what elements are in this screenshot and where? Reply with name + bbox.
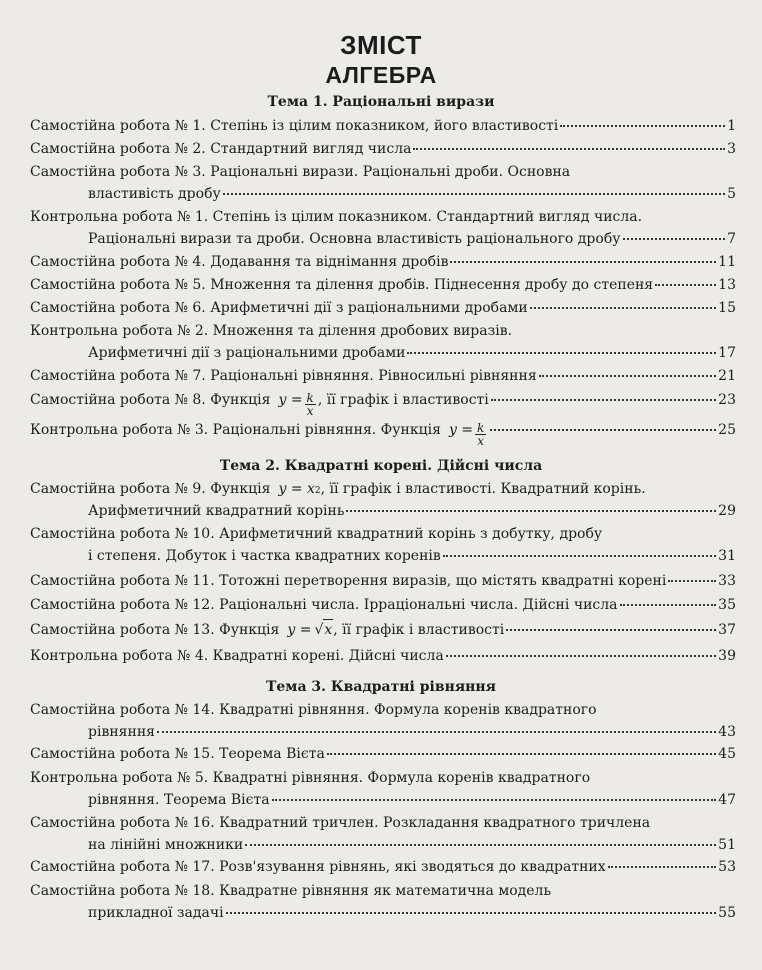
toc-entry[interactable]: Контрольна робота № 5. Квадратні рівняння. Формула коренів квадратного рівняння. Теорема Вієта 47 [30,770,736,808]
page-number: 53 [718,859,736,875]
toc-entry[interactable]: Самостійна робота № 14. Квадратні рівняння. Формула коренів квадратного рівняння 43 [30,702,736,740]
page-number: 35 [718,597,736,613]
toc-entry[interactable]: Контрольна робота № 1. Степінь із цілим показником. Стандартний вигляд числа. Раціональні вирази та дроби. Основна властивість раціонального дробу 7 [30,209,736,247]
formula: y = x [278,481,315,497]
toc-entry[interactable]: Самостійна робота № 2. Стандартний вигляд числа 3 [30,141,736,157]
page-number: 43 [718,724,736,740]
page-number: 31 [718,548,736,564]
page-number: 25 [718,422,736,438]
sqrt-symbol: √ [314,622,324,638]
page-number: 17 [718,345,736,361]
topic-heading-3: Тема 3. Квадратні рівняння [265,679,497,695]
fraction: $\frac{k}{x}$ [477,421,485,448]
toc-entry[interactable]: Самостійна робота № 4. Додавання та віднімання дробів 11 [30,254,736,270]
page-number: 55 [718,905,736,921]
fraction: $\frac{k}{x}$ [306,391,314,418]
page-number: 5 [727,186,736,202]
toc-entry[interactable]: Самостійна робота № 18. Квадратне рівняння як математична модель прикладної задачі 55 [30,883,736,921]
toc-entry[interactable]: Самостійна робота № 1. Степінь із цілим показником, його властивості 1 [30,118,736,134]
toc-entry[interactable]: Самостійна робота № 8. Функція y = $\frac{k}{x}$ , її графік і властивості 23 [30,391,736,418]
toc-entry[interactable]: Самостійна робота № 3. Раціональні вирази. Раціональні дроби. Основна властивість дробу 5 [30,164,736,202]
toc-entry[interactable]: Самостійна робота № 15. Теорема Вієта 45 [30,746,736,762]
toc-entry[interactable]: Самостійна робота № 11. Тотожні перетворення виразів, що містять квадратні корені 33 [30,573,736,589]
page-number: 23 [718,392,736,408]
topic-heading-1: Тема 1. Раціональні вирази [267,94,495,110]
page-number: 21 [718,368,736,384]
page-number: 51 [718,837,736,853]
page-number: 45 [718,746,736,762]
page-number: 47 [718,792,736,808]
page-title: ЗМІСТ [340,30,422,60]
page-number: 1 [727,118,736,134]
formula: y = [287,622,312,638]
page-number: 39 [718,648,736,664]
formula: y = [278,392,303,408]
toc-entry[interactable]: Самостійна робота № 13. Функція y = √ x , її графік і властивості 37 [30,619,736,641]
page-number: 29 [718,503,736,519]
page-number: 3 [727,141,736,157]
page-number: 13 [718,277,736,293]
page-number: 11 [718,254,736,270]
topic-heading-2: Тема 2. Квадратні корені. Дійсні числа [219,458,543,474]
page-number: 33 [718,573,736,589]
page-number: 7 [727,231,736,247]
toc-entry[interactable]: Самостійна робота № 10. Арифметичний квадратний корінь з добутку, дробу і степеня. Добуток і частка квадратних коренів 31 [30,526,736,564]
formula: y = [448,422,474,438]
page-number: 15 [718,300,736,316]
toc-entry[interactable]: Самостійна робота № 5. Множення та ділення дробів. Піднесення дробу до степеня 13 [30,277,736,293]
toc-entry[interactable]: Самостійна робота № 7. Раціональні рівняння. Рівносильні рівняння 21 [30,368,736,384]
toc-entry[interactable]: Самостійна робота № 9. Функція y = x 2 , її графік і властивості. Квадратний корінь. Арифметичний квадратний корінь 29 [30,481,736,519]
toc-entry[interactable]: Контрольна робота № 4. Квадратні корені. Дійсні числа 39 [30,648,736,664]
toc-entry[interactable]: Контрольна робота № 2. Множення та ділення дробових виразів. Арифметичні дії з раціональними дробами 17 [30,323,736,361]
toc-entry[interactable]: Самостійна робота № 12. Раціональні числа. Ірраціональні числа. Дійсні числа 35 [30,597,736,613]
section-title: АЛГЕБРА [325,62,437,88]
toc-entry[interactable]: Контрольна робота № 3. Раціональні рівняння. Функція y = $\frac{k}{x}$ 25 [30,421,736,448]
toc-entry[interactable]: Самостійна робота № 17. Розв'язування рівнянь, які зводяться до квадратних 53 [30,859,736,875]
page-number: 37 [718,622,736,638]
toc-entry[interactable]: Самостійна робота № 16. Квадратний тричлен. Розкладання квадратного тричлена на лінійні множники 51 [30,815,736,853]
toc-entry[interactable]: Самостійна робота № 6. Арифметичні дії з раціональними дробами 15 [30,300,736,316]
